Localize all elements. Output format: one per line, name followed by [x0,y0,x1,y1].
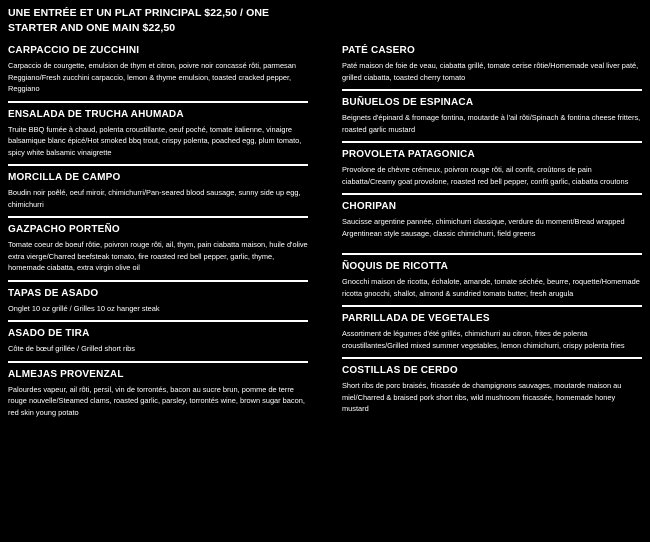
menu-columns [8,42,642,424]
menu-header: UNE ENTRÉE ET UN PLAT PRINCIPAL $22,50 / ONE STARTER AND ONE MAIN $22,50 [8,7,270,34]
menu-item [8,218,308,282]
item-description: Palourdes vapeur, ail rôti, persil, vin de torrontés, bacon au sucre brun, pomme de terre rouge nouvelle/Steamed clams, roasted garlic, parsley, torrontés wine, brown sugar bacon, red skin young potato [8,384,305,417]
item-name: CHORIPAN [342,201,397,212]
menu-item [8,103,308,167]
menu-item [342,42,642,91]
item-description: Saucisse argentine pannée, chimichurri classique, verdure du moment/Bread wrapped Argentinean style sausage, classic chimichurri, field greens [342,217,625,238]
item-name: MORCILLA DE CAMPO [8,172,121,183]
item-description: Côte de bœuf grillée / Grilled short ribs [8,344,135,353]
menu-item [342,307,642,359]
item-name: PARRILLADA DE VEGETALES [342,313,490,324]
item-name: TAPAS DE ASADO [8,287,99,299]
menu-item [8,282,308,323]
item-description: Assortiment de légumes d'été grillés, chimichurri au citron, frites de polenta croustillantes/Grilled mixed summer vegetables, lemon chimichurri, crispy polenta fries [342,329,625,350]
item-description: Tomate coeur de boeuf rôtie, poivron rouge rôti, ail, thym, pain ciabatta maison, huile d'olive extra vierge/Charred beefsteak tomato, fire roasted red bell pepper, garlic, thyme, homemade ciabatta, extra virgin olive oil [8,240,308,272]
item-description: Boudin noir poêlé, oeuf miroir, chimichurri/Pan-seared blood sausage, sunny side up egg, chimichurri [8,188,301,209]
item-name: ENSALADA DE TRUCHA AHUMADA [8,108,184,120]
item-name: ÑOQUIS DE RICOTTA [342,261,448,272]
menu-item [342,91,642,143]
menu-item [342,195,642,255]
menu-item [8,363,308,425]
menu-item [342,359,642,421]
item-name: PROVOLETA PATAGONICA [342,149,475,160]
item-description: Beignets d'épinard & fromage fontina, moutarde à l'ail rôti/Spinach & fontina cheese fritters, roasted garlic mustard [342,113,641,134]
item-description: Paté maison de foie de veau, ciabatta grillé, tomate cerise rôtie/Homemade veal liver paté, grilled ciabatta, toasted cherry tomato [342,61,639,82]
menu-item [342,255,642,307]
item-name: ASADO DE TIRA [8,328,90,339]
left-column [8,42,308,424]
menu-item [8,42,308,103]
right-column [342,42,642,424]
menu-item [8,166,308,218]
item-name: ALMEJAS PROVENZAL [8,368,124,380]
menu-item [8,322,308,363]
item-name: COSTILLAS DE CERDO [342,365,458,376]
item-description: Carpaccio de courgette, emulsion de thym et citron, poivre noir concassé rôti, parmesan Reggiano/Fresh zucchini carpaccio, lemon & thyme emulsion, toasted cracked pepper, Reggiano [8,61,296,93]
item-name: GAZPACHO PORTEÑO [8,224,120,235]
item-description: Truite BBQ fumée à chaud, polenta croustillante, oeuf poché, tomate italienne, vinaigre balsamique blanc épicé/Hot smoked bbq trout, crispy polenta, poached egg, plum tomato, spicy white balsamic vinaigrette [8,124,302,157]
item-description: Onglet 10 oz grillé / Grilles 10 oz hanger steak [8,303,160,313]
item-name: CARPACCIO DE ZUCCHINI [8,45,140,56]
item-description: Short ribs de porc braisés, fricassée de champignons sauvages, moutarde maison au miel/Charred & braised pork short ribs, wild mushroom fricassée, homemade honey mustard [342,381,622,413]
item-name: PATÉ CASERO [342,45,415,56]
item-description: Provolone de chèvre crémeux, poivron rouge rôti, ail confit, croûtons de pain ciabatta/Creamy goat provolone, roasted red bell pepper, confit garlic, ciabatta croutons [342,165,629,186]
menu-item [342,143,642,195]
item-description: Gnocchi maison de ricotta, échalote, amande, tomate séchée, beurre, roquette/Homemade ricotta gnocchi, shallot, almond & sundried tomato butter, fresh arugula [342,277,640,298]
item-name: BUÑUELOS DE ESPINACA [342,97,474,108]
